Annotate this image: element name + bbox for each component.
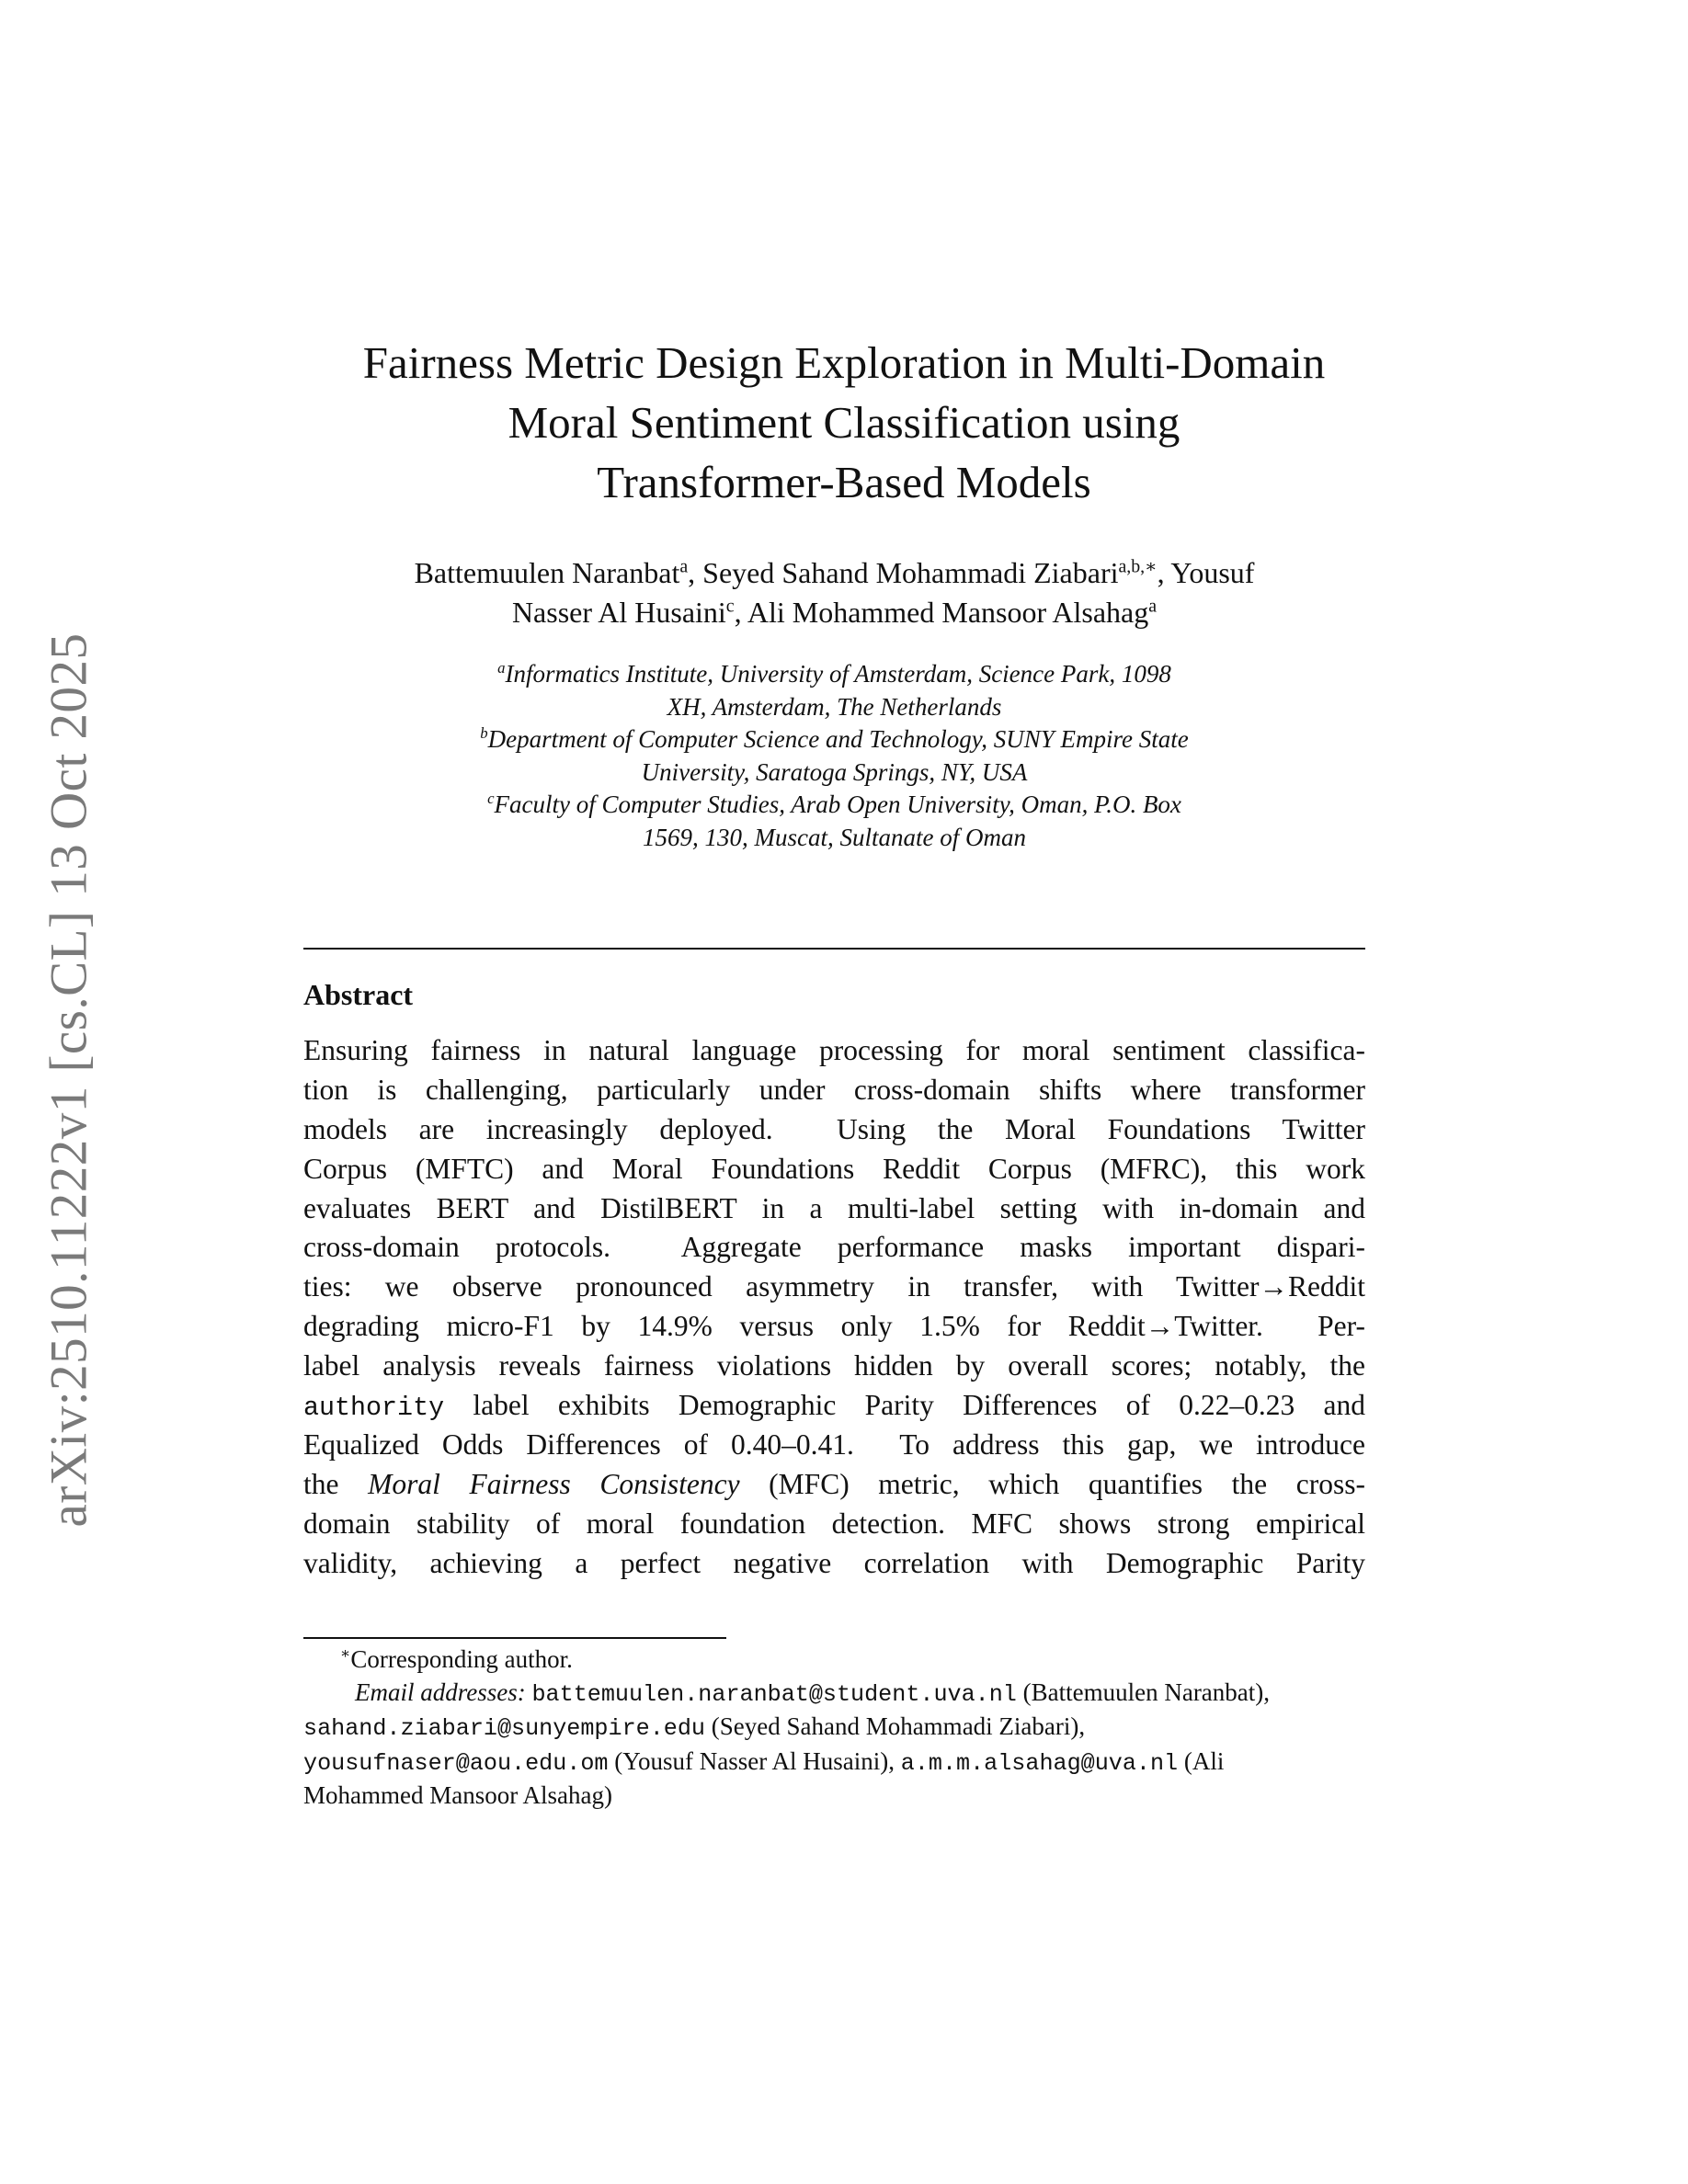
abstract-text: tion is challenging, particularly under cross-domain shifts where transformer bbox=[303, 1073, 1365, 1106]
author-list: Battemuulen Naranbat$^a$, Seyed Sahand Mohammadi Ziabari$^{a,b,∗}$, Yousuf Nasser Al Husaini$^c$, Ali Mohammed Mansoor Alsahag$^a$ bbox=[414, 556, 1255, 629]
abstract-text: degrading micro-F1 by 14.9% versus only 1.5% for Reddit→Twitter. Per- bbox=[303, 1310, 1365, 1343]
abstract-line bbox=[303, 1386, 1365, 1426]
affiliation: Department of Computer Science and Technology, SUNY Empire State bbox=[487, 725, 1189, 753]
author-name: Ali Mohammed Mansoor Alsahag bbox=[747, 596, 1149, 629]
affiliation-mark: c bbox=[725, 596, 735, 617]
abstract-text: ties: we observe pronounced asymmetry in transfer, with Twitter→Reddit bbox=[303, 1270, 1365, 1303]
email-link[interactable]: a.m.m.alsahag@uva.nl bbox=[900, 1749, 1179, 1777]
abstract-line bbox=[303, 1426, 1365, 1465]
abstract-line bbox=[303, 1110, 1365, 1150]
affiliations bbox=[303, 658, 1365, 854]
abstract-text: the bbox=[303, 1467, 369, 1500]
abstract-line bbox=[303, 1031, 1365, 1071]
email-owner: (Yousuf Nasser Al Husaini), bbox=[608, 1746, 901, 1775]
abstract-text: cross-domain protocols. Aggregate performance masks important dispari- bbox=[303, 1231, 1365, 1264]
abstract-text: Ensuring fairness in natural language processing for moral sentiment classifica- bbox=[303, 1034, 1365, 1066]
title-line: Fairness Metric Design Exploration in Multi-Domain bbox=[362, 337, 1326, 388]
abstract-text: models are increasingly deployed. Using the Moral Foundations Twitter bbox=[303, 1112, 1365, 1145]
arxiv-identifier: arXiv:2510.11222v1 [cs.CL] 13 Oct 2025 bbox=[40, 632, 98, 1528]
footnotes bbox=[303, 1644, 1370, 1813]
abstract-line bbox=[303, 1544, 1365, 1584]
affiliation: Informatics Institute, University of Amsterdam, Science Park, 1098 bbox=[505, 660, 1171, 688]
title-line: Moral Sentiment Classification using bbox=[508, 397, 1180, 448]
email-link[interactable]: yousufnaser@aou.edu.om bbox=[303, 1749, 609, 1777]
abstract-heading: Abstract bbox=[303, 978, 414, 1011]
affiliation: XH, Amsterdam, The Netherlands bbox=[667, 692, 1002, 721]
author-name: Nasser Al Husaini bbox=[511, 596, 726, 629]
code-term: authority bbox=[303, 1393, 445, 1424]
affiliation-mark: a,b,∗ bbox=[1118, 556, 1158, 577]
abstract-top-rule bbox=[303, 948, 1365, 950]
abstract-line bbox=[303, 1307, 1365, 1347]
abstract-line bbox=[303, 1505, 1365, 1544]
paper-title bbox=[276, 333, 1412, 512]
affiliation: University, Saratoga Springs, NY, USA bbox=[641, 757, 1028, 786]
title-line: Transformer-Based Models bbox=[597, 457, 1091, 507]
email-owner: (Seyed Sahand Mohammadi Ziabari), bbox=[704, 1712, 1086, 1740]
abstract-line bbox=[303, 1189, 1365, 1229]
abstract-text: (MFC) metric, which quantifies the cross- bbox=[739, 1467, 1365, 1500]
email-owner: (Ali bbox=[1178, 1746, 1225, 1775]
abstract-line bbox=[303, 1150, 1365, 1189]
abstract-text: domain stability of moral foundation detection. MFC shows strong empirical bbox=[303, 1507, 1365, 1540]
emphasized-term: Moral Fairness Consistency bbox=[368, 1467, 740, 1500]
abstract-text: Equalized Odds Differences of 0.40–0.41. To address this gap, we introduce bbox=[303, 1428, 1365, 1461]
affiliation: 1569, 130, Muscat, Sultanate of Oman bbox=[643, 823, 1026, 851]
abstract-line bbox=[303, 1268, 1365, 1307]
abstract-line bbox=[303, 1071, 1365, 1110]
abstract-line bbox=[303, 1347, 1365, 1386]
email-owner: (Battemuulen Naranbat), bbox=[1016, 1678, 1271, 1706]
abstract-body bbox=[303, 1031, 1365, 1583]
abstract-text: evaluates BERT and DistilBERT in a multi-label setting with in-domain and bbox=[303, 1191, 1365, 1224]
affiliation-mark: b bbox=[480, 724, 488, 742]
email-link[interactable]: sahand.ziabari@sunyempire.edu bbox=[303, 1715, 705, 1742]
email-link[interactable]: battemuulen.naranbat@student.uva.nl bbox=[531, 1680, 1017, 1708]
footnote-rule bbox=[303, 1637, 726, 1639]
footnote-mark: ∗ bbox=[340, 1644, 351, 1662]
affiliation-mark: c bbox=[487, 790, 495, 807]
email-owner: Mohammed Mansoor Alsahag) bbox=[303, 1781, 612, 1809]
email-label: Email addresses: bbox=[355, 1678, 526, 1706]
affiliation-mark: a bbox=[679, 556, 689, 577]
corresponding-author-note: Corresponding author. bbox=[350, 1645, 573, 1673]
affiliation-mark: a bbox=[1148, 596, 1158, 617]
abstract-line bbox=[303, 1228, 1365, 1268]
affiliation: Faculty of Computer Studies, Arab Open University, Oman, P.O. Box bbox=[494, 791, 1181, 818]
author-name: Battemuulen Naranbat bbox=[414, 556, 680, 589]
abstract-line bbox=[303, 1465, 1365, 1505]
abstract-text: label analysis reveals fairness violations hidden by overall scores; notably, the bbox=[303, 1349, 1365, 1382]
author-name: Yousuf bbox=[1170, 556, 1255, 589]
author-name: Seyed Sahand Mohammadi Ziabari bbox=[702, 556, 1119, 589]
affiliation-mark: a bbox=[497, 659, 506, 677]
abstract-text: Corpus (MFTC) and Moral Foundations Reddit Corpus (MFRC), this work bbox=[303, 1152, 1365, 1185]
abstract-text: validity, achieving a perfect negative correlation with Demographic Parity bbox=[303, 1546, 1365, 1579]
abstract-text: label exhibits Demographic Parity Differences of 0.22–0.23 and bbox=[444, 1389, 1365, 1422]
